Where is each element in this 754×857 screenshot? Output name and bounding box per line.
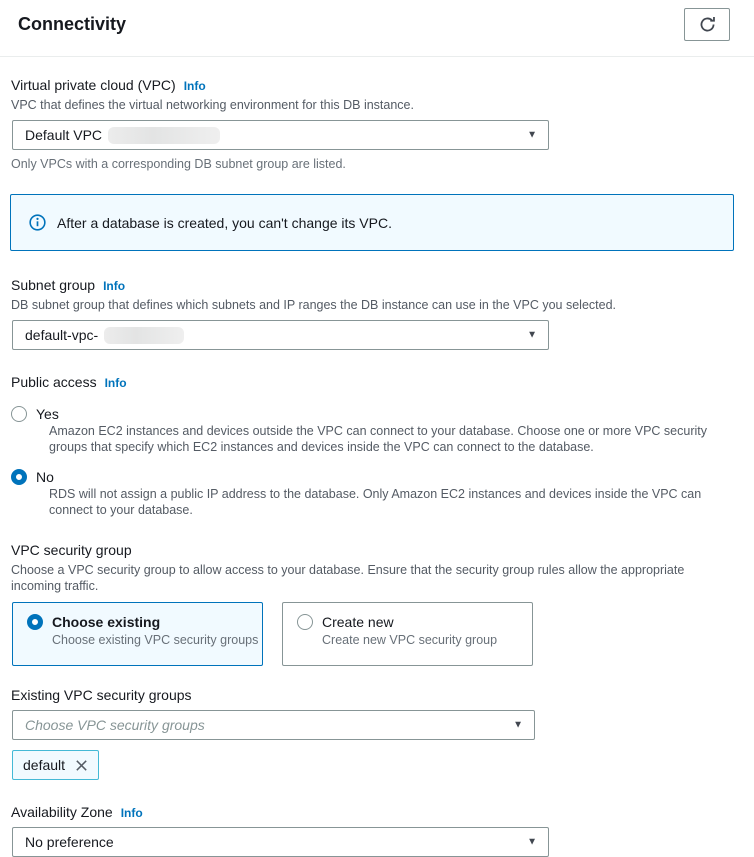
- subnet-group-description: DB subnet group that defines which subnets and IP ranges the DB instance can use in the VPC you selected.: [11, 298, 617, 312]
- vpc-security-group-label: VPC security group: [11, 542, 132, 558]
- public-access-option-yes[interactable]: [11, 406, 734, 422]
- radio-label-yes[interactable]: Yes: [36, 406, 59, 422]
- vpc-section: [11, 77, 734, 171]
- public-access-section: [11, 374, 734, 518]
- subnet-group-label: Subnet group: [11, 277, 96, 293]
- vpc-description: VPC that defines the virtual networking environment for this DB instance.: [11, 98, 414, 112]
- redacted-subnet-id: [104, 327, 184, 344]
- close-icon: [74, 758, 89, 773]
- availability-zone-label: Availability Zone: [11, 804, 113, 820]
- chevron-down-icon: ▼: [527, 836, 537, 848]
- chevron-down-icon: ▼: [513, 719, 523, 731]
- vpc-security-group-description: Choose a VPC security group to allow access to your database. Ensure that the security group rules allow the appropriate incoming traffic.: [11, 563, 685, 593]
- page-title: Connectivity: [18, 14, 127, 34]
- availability-zone-section: [11, 804, 734, 857]
- vpc-helper-text: Only VPCs with a corresponding DB subnet group are listed.: [11, 157, 346, 171]
- public-access-no-description: RDS will not assign a public IP address to the database. Only Amazon EC2 instances and devices inside the VPC can connect to your database.: [49, 487, 702, 517]
- radio-selected-icon: [27, 614, 43, 630]
- radio-selected-icon[interactable]: [11, 469, 27, 485]
- card-choose-existing-title: Choose existing: [52, 614, 161, 630]
- radio-label-no[interactable]: No: [36, 469, 54, 485]
- subnet-group-selected-value: default-vpc-: [25, 327, 99, 343]
- vpc-change-alert: [10, 194, 734, 251]
- public-access-label: Public access: [11, 374, 97, 390]
- existing-groups-section: [11, 687, 734, 780]
- public-access-info-link[interactable]: Info: [104, 376, 127, 390]
- availability-zone-info-link[interactable]: Info: [120, 806, 143, 820]
- existing-groups-label: Existing VPC security groups: [11, 687, 192, 703]
- vpc-select[interactable]: [12, 120, 549, 150]
- existing-groups-select[interactable]: [12, 710, 535, 740]
- refresh-button[interactable]: [684, 8, 730, 41]
- token-remove-button[interactable]: [74, 758, 89, 773]
- card-create-new-subtitle: Create new VPC security group: [322, 633, 498, 647]
- chevron-down-icon: ▼: [527, 329, 537, 341]
- connectivity-header: [0, 0, 754, 57]
- card-choose-existing-subtitle: Choose existing VPC security groups: [52, 633, 259, 647]
- subnet-group-info-link[interactable]: Info: [103, 279, 126, 293]
- card-choose-existing[interactable]: [12, 602, 263, 666]
- vpc-selected-value: Default VPC: [25, 127, 103, 143]
- refresh-icon: [698, 15, 717, 34]
- chevron-down-icon: ▼: [527, 129, 537, 141]
- security-group-token-default: [12, 750, 99, 780]
- radio-unselected-icon[interactable]: [11, 406, 27, 422]
- existing-groups-placeholder: Choose VPC security groups: [25, 717, 205, 733]
- redacted-vpc-id: [108, 127, 220, 144]
- card-create-new-title: Create new: [322, 614, 394, 630]
- info-circle-icon: [29, 214, 46, 231]
- vpc-info-link[interactable]: Info: [183, 79, 206, 93]
- public-access-yes-description: Amazon EC2 instances and devices outside the VPC can connect to your database. Choose one or more VPC security groups that specify which EC2 instances and devices inside the VPC can connect to the database.: [49, 424, 708, 454]
- availability-zone-selected-value: No preference: [25, 834, 114, 850]
- radio-unselected-icon: [297, 614, 313, 630]
- card-create-new[interactable]: [282, 602, 533, 666]
- subnet-group-select[interactable]: [12, 320, 549, 350]
- token-label: default: [23, 757, 66, 773]
- vpc-security-group-section: [11, 542, 734, 666]
- alert-message: After a database is created, you can't change its VPC.: [57, 214, 392, 231]
- subnet-group-section: [11, 277, 734, 350]
- vpc-label: Virtual private cloud (VPC): [11, 77, 176, 93]
- availability-zone-select[interactable]: [12, 827, 549, 857]
- public-access-option-no[interactable]: [11, 469, 734, 485]
